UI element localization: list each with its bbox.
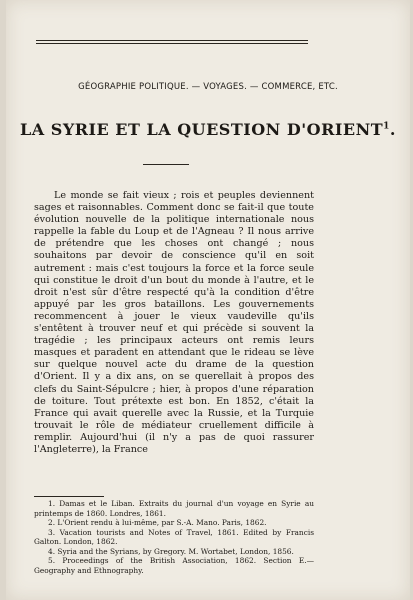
footnote-4: 4. Syria and the Syrians, by Gregory. M. Wortabet, London, 1856. [48,546,294,556]
header-rule-secondary [36,43,308,44]
article-title: LA SYRIE ET LA QUESTION D'ORIENT$^1$. [20,120,396,139]
title-footnote-ref: 1 [383,121,390,132]
footnote-1: 1. Damas et le Liban. Extraits du journal d'un voyage en Syrie au printemps de 1860. Londres, 1861. [34,499,314,518]
header-rule [36,40,308,41]
footnote-5: 5. Proceedings of the British Association, 1862. Section E.— Geography and Ethnography. [34,556,314,575]
footnotes [34,499,314,575]
page-sheet [6,0,410,600]
article-body [34,190,314,456]
footnote-rule [34,496,104,497]
body-paragraph: Le monde se fait vieux ; rois et peuples deviennent sages et raisonnables. Comment donc se fait-il que toute évolution nouvelle de la politique internationale nous rappelle la fable du Loup et de l'Agneau ? Il nous arrive de prétendre que les choses ont changé ; nous souhaitons par devoir de conscience qu'il en soit autrement : mais c'est toujours la force et la force seule qui constitue le droit d'un bout du monde à l'autre, et le droit n'est sûr d'être respecté qu'à la condition d'être appuyé par les gros bataillons. Les gouvernements recommencent à jouer le vieux vaudeville qu'ils s'entêtent à trouver neuf et qui précède si souvent la tragédie ; les principaux acteurs ont remis leurs masques et paradent en attendant que le rideau se lève sur quelque nouvel acte du drame de la question d'Orient. Il y a dix ans, on se querellait à propos des clefs du Saint-Sépulcre ; hier, à propos d'une réparation de toiture. Tout prétexte est bon. En 1852, c'était la France qui avait querelle avec la Russie, et la Turquie trouvait le rôle de médiateur cruellement difficile à remplir. Aujourd'hui (il n'y a pas de quoi rassurer l'Angleterre), la France [34,190,314,455]
footnote-3: 3. Vacation tourists and Notes of Travel, 1861. Edited by Francis Galton. London, 1862. [34,527,314,546]
article-title-text: LA SYRIE ET LA QUESTION D'ORIENT [20,120,384,139]
footnote-2: 2. L'Orient rendu à lui-même, par S.-A. Mano. Paris, 1862. [48,518,267,527]
section-heading: GÉOGRAPHIE POLITIQUE. — VOYAGES. — COMMERCE, ETC. [78,82,338,92]
title-separator [143,164,189,165]
